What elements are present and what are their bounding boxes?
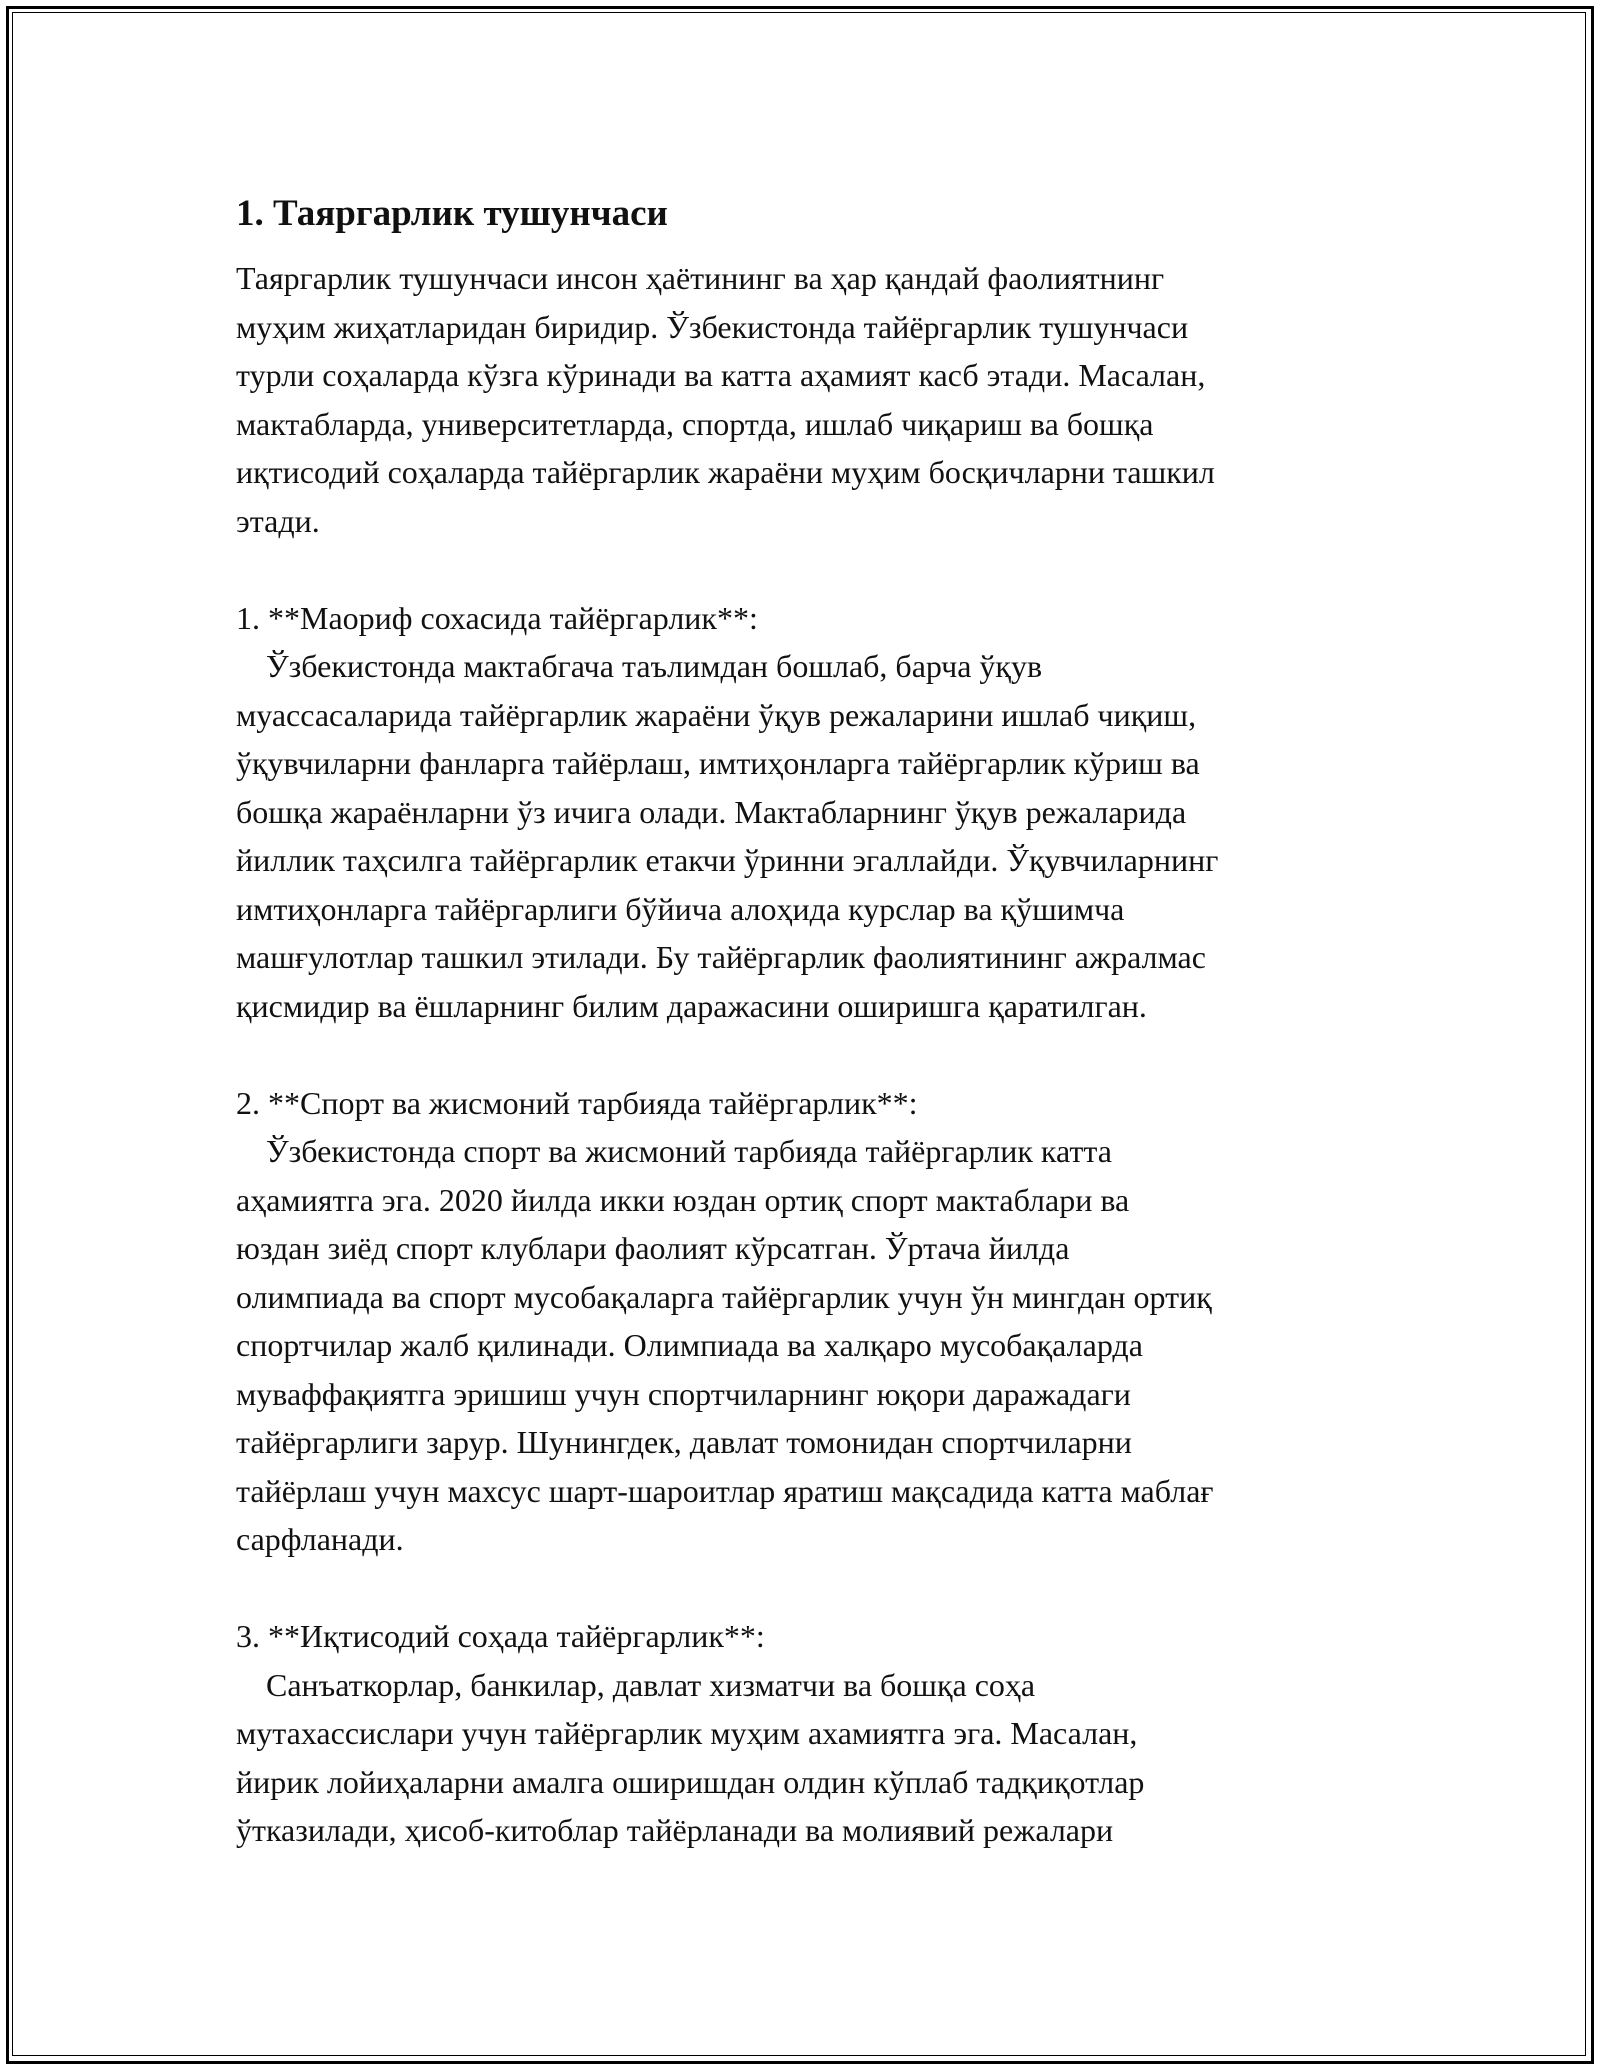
section-line: ўтказилади, ҳисоб-китоблар тайёрланади ва молиявий режалари: [236, 1812, 1114, 1848]
section-line: ўқувчиларни фанларга тайёрлаш, имтиҳонларга тайёргарлик кўриш ва: [236, 745, 1200, 781]
section-line: бошқа жараёнларни ўз ичига олади. Мактабларнинг ўқув режаларида: [236, 793, 1187, 830]
intro-line: мактабларда, университетларда, спортда, ишлаб чиқариш ва бошқа: [236, 405, 1154, 442]
section-line: машғулотлар ташкил этилади. Бу тайёргарлик фаолиятининг ажралмас: [236, 939, 1206, 975]
paragraph-gap: [236, 545, 1376, 594]
section-line: муассасаларида тайёргарлик жараёни ўқув режаларини ишлаб чиқиш,: [236, 696, 1197, 733]
section-line: йирик лойиҳаларни амалга оширишдан олдин кўплаб тадқиқотлар: [236, 1763, 1145, 1800]
section-line: йиллик таҳсилга тайёргарлик етакчи ўринни эгаллайди. Ўқувчиларнинг: [236, 842, 1219, 878]
section-line: қисмидир ва ёшларнинг билим даражасини оширишга қаратилган.: [236, 987, 1147, 1024]
intro-line: иқтисодий соҳаларда тайёргарлик жараёни муҳим босқичларни ташкил: [236, 454, 1215, 490]
section-line: тайёрлаш учун махсус шарт-шароитлар яратиш мақсадида катта маблағ: [236, 1472, 1214, 1509]
paragraph-gap: [236, 1564, 1376, 1613]
paragraph-gap: [236, 1030, 1376, 1079]
section-education: [236, 594, 1376, 1031]
section-line: Ўзбекистонда спорт ва жисмоний тарбияда тайёргарлик катта: [266, 1133, 1112, 1169]
section-economy: [236, 1612, 1376, 1855]
section-line: аҳамиятга эга. 2020 йилда икки юздан ортиқ спорт мактаблари ва: [236, 1181, 1130, 1218]
document-heading: 1. Таяргарлик тушунчаси: [236, 193, 668, 234]
section-line: сарфланади.: [236, 1521, 404, 1557]
section-line: имтиҳонларга тайёргарлиги бўйича алоҳида курслар ва қўшимча: [236, 890, 1125, 927]
intro-line: этади.: [236, 502, 320, 539]
section-line: мутахассислари учун тайёргарлик муҳим ахамиятга эга. Масалан,: [236, 1715, 1138, 1751]
section-title: 1. **Маориф сохасида тайёргарлик**:: [236, 599, 758, 636]
section-line: юздан зиёд спорт клублари фаолият кўрсатган. Ўртача йилда: [236, 1230, 1070, 1266]
section-line: спортчилар жалб қилинади. Олимпиада ва халқаро мусобақаларда: [236, 1327, 1143, 1363]
intro-paragraph: [236, 254, 1376, 545]
section-line: Санъаткорлар, банкилар, давлат хизматчи ва бошқа соҳа: [266, 1666, 1036, 1703]
section-line: Ўзбекистонда мактабгача таълимдан бошлаб, барча ўқув: [266, 648, 1043, 684]
intro-line: турли соҳаларда кўзга кўринади ва катта аҳамият касб этади. Масалан,: [236, 357, 1206, 393]
section-line: олимпиада ва спорт мусобақаларга тайёргарлик учун ўн мингдан ортиқ: [236, 1278, 1212, 1315]
document-body: [236, 186, 1376, 1855]
section-title: 2. **Спорт ва жисмоний тарбияда тайёргарлик**:: [236, 1084, 918, 1121]
section-line: муваффақиятга эришиш учун спортчиларнинг юқори даражадаги: [236, 1375, 1131, 1412]
section-line: тайёргарлиги зарур. Шунингдек, давлат томонидан спортчиларни: [236, 1424, 1132, 1460]
section-title: 3. **Иқтисодий соҳада тайёргарлик**:: [236, 1618, 765, 1654]
intro-line: муҳим жиҳатларидан биридир. Ўзбекистонда тайёргарлик тушунчаси: [236, 308, 1189, 345]
intro-line: Таяргарлик тушунчаси инсон ҳаётининг ва ҳар қандай фаолиятнинг: [236, 260, 1165, 296]
section-sport: [236, 1079, 1376, 1564]
